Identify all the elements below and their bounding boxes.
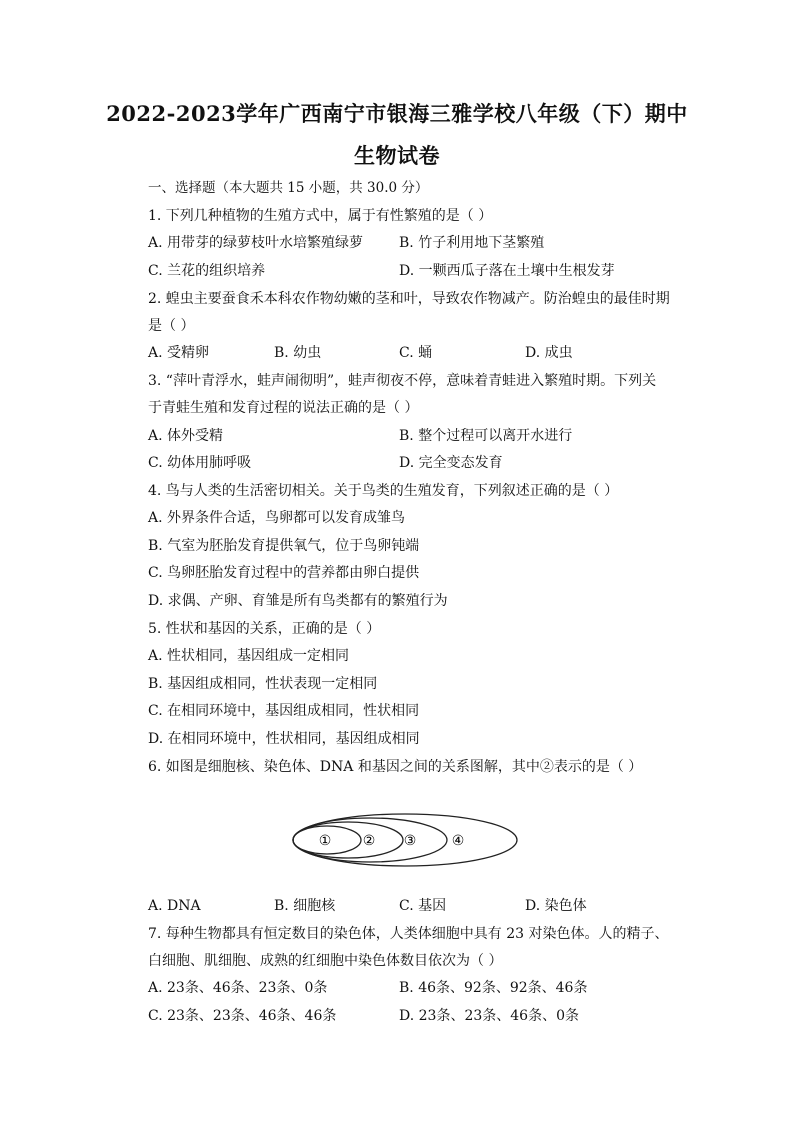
question-3-stem-line2: 于青蛙生殖和发育过程的说法正确的是（ ）: [148, 400, 419, 416]
question-4-option-b: B. 气室为胚胎发育提供氧气，位于鸟卵钝端: [148, 538, 420, 554]
question-3-option-d: D. 完全变态发育: [399, 455, 503, 471]
question-7-option-b: B. 46条、92条、92条、46条: [399, 980, 588, 996]
question-2-option-a: A. 受精卵: [148, 345, 210, 361]
question-1-option-d: D. 一颗西瓜子落在土壤中生根发芽: [399, 263, 615, 279]
section-header: 一、选择题（本大题共 15 小题，共 30.0 分）: [148, 180, 429, 196]
question-5-option-d: D. 在相同环境中，性状相同，基因组成相同: [148, 731, 420, 747]
question-6-stem: 6. 如图是细胞核、染色体、DNA 和基因之间的关系图解，其中②表示的是（ ）: [148, 759, 643, 775]
question-7-option-d: D. 23条、23条、46条、0条: [399, 1008, 579, 1024]
question-4-option-d: D. 求偶、产卵、育雏是所有鸟类都有的繁殖行为: [148, 593, 448, 609]
question-7-option-a: A. 23条、46条、23条、0条: [148, 980, 328, 996]
diagram-label-2: ②: [362, 833, 376, 849]
question-1-option-b: B. 竹子利用地下茎繁殖: [399, 235, 545, 251]
question-6-option-d: D. 染色体: [525, 898, 587, 914]
question-5-option-b: B. 基因组成相同，性状表现一定相同: [148, 676, 378, 692]
question-3-option-a: A. 体外受精: [148, 428, 224, 444]
question-2-option-d: D. 成虫: [525, 345, 573, 361]
question-5-option-a: A. 性状相同，基因组成一定相同: [148, 648, 350, 664]
question-7-option-c: C. 23条、23条、46条、46条: [148, 1008, 337, 1024]
question-3-option-b: B. 整个过程可以离开水进行: [399, 428, 573, 444]
question-5-option-c: C. 在相同环境中，基因组成相同，性状相同: [148, 703, 420, 719]
question-7-stem-line1: 7. 每种生物都具有恒定数目的染色体，人类体细胞中具有 23 对染色体。人的精子、: [148, 926, 669, 942]
question-3-stem-line1: 3. “萍叶青浮水，蛙声闹彻明”，蛙声彻夜不停，意味着青蛙进入繁殖时期。下列关: [148, 373, 657, 389]
question-4-stem: 4. 鸟与人类的生活密切相关。关于鸟类的生殖发育，下列叙述正确的是（ ）: [148, 483, 619, 499]
question-6-option-c: C. 基因: [399, 898, 447, 914]
nested-ellipse-diagram: [290, 812, 520, 868]
diagram-label-4: ④: [451, 833, 465, 849]
question-3-option-c: C. 幼体用肺呼吸: [148, 455, 252, 471]
exam-title-line2: 生物试卷: [354, 143, 440, 168]
diagram-label-3: ③: [403, 833, 417, 849]
question-2-option-b: B. 幼虫: [274, 345, 322, 361]
exam-title-line1: 2022-2023学年广西南宁市银海三雅学校八年级（下）期中: [106, 101, 688, 126]
question-1-option-c: C. 兰花的组织培养: [148, 263, 266, 279]
question-1-stem: 1. 下列几种植物的生殖方式中，属于有性繁殖的是（ ）: [148, 208, 493, 224]
question-1-option-a: A. 用带芽的绿萝枝叶水培繁殖绿萝: [148, 235, 364, 251]
question-2-stem-line1: 2. 蝗虫主要蚕食禾本科农作物幼嫩的茎和叶，导致农作物减产。防治蝗虫的最佳时期: [148, 291, 670, 307]
question-6-option-a: A. DNA: [148, 898, 201, 914]
question-4-option-a: A. 外界条件合适，鸟卵都可以发育成雏鸟: [148, 510, 406, 526]
diagram-label-1: ①: [318, 833, 332, 849]
question-4-option-c: C. 鸟卵胚胎发育过程中的营养都由卵白提供: [148, 565, 420, 581]
question-2-stem-line2: 是（ ）: [148, 318, 195, 334]
question-5-stem: 5. 性状和基因的关系，正确的是（ ）: [148, 621, 381, 637]
question-7-stem-line2: 白细胞、肌细胞、成熟的红细胞中染色体数目依次为（ ）: [148, 953, 503, 969]
question-2-option-c: C. 蛹: [399, 345, 433, 361]
question-6-option-b: B. 细胞核: [274, 898, 336, 914]
